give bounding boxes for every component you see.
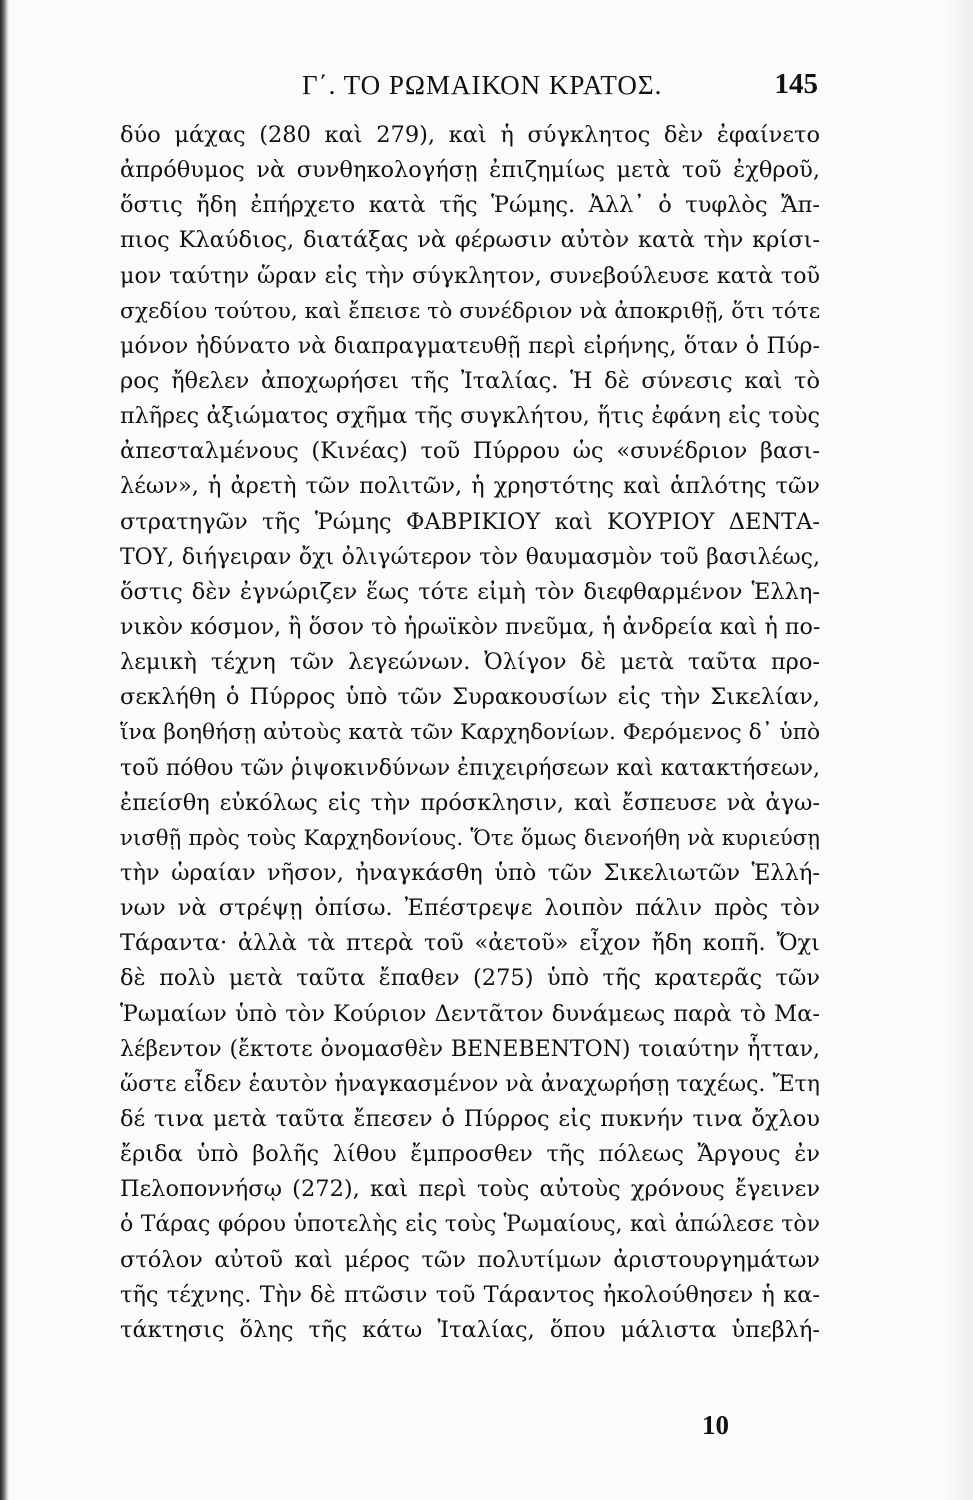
text-line: τὴν ὡραίαν νῆσον, ἠναγκάσθη ὑπὸ τῶν Σικελιωτῶν Ἑλλή- — [120, 859, 820, 886]
text-line: Ῥωμαίων ὑπὸ τὸν Κούριον Δεντᾶτον δυνάμεως παρὰ τὸ Μα- — [120, 1000, 820, 1027]
text-line: Πελοποννήσῳ (272), καὶ περὶ τοὺς αὐτοὺς χρόνους ἔγεινεν — [120, 1176, 820, 1203]
text-line: στρατηγῶν τῆς Ῥώμης ΦΑΒΡΙΚΙΟΥ καὶ ΚΟΥΡΙΟΥ ΔΕΝΤΑ- — [120, 508, 820, 535]
text-line: λεμικὴ τέχνη τῶν λεγεώνων. Ὀλίγον δὲ μετὰ ταῦτα προ- — [120, 649, 820, 676]
text-line: νων νὰ στρέψῃ ὀπίσω. Ἐπέστρεψε λοιπὸν πάλιν πρὸς τὸν — [120, 895, 820, 922]
text-line: δύο μάχας (280 καὶ 279), καὶ ἡ σύγκλητος δὲν ἐφαίνετο — [120, 122, 820, 148]
text-line: τάκτησις ὅλης τῆς κάτω Ἰταλίας, ὅπου μάλιστα ὑπεβλή- — [120, 1316, 820, 1343]
text-line: λέων», ἡ ἀρετὴ τῶν πολιτῶν, ἡ χρηστότης καὶ ἁπλότης τῶν — [120, 473, 820, 500]
text-line: Τάραντα· ἀλλὰ τὰ πτερὰ τοῦ «ἀετοῦ» εἶχον ἤδη κοπῆ. Ὄχι — [120, 930, 820, 957]
running-head: Γ΄. ΤΟ ΡΩΜΑΙΚΟΝ ΚΡΑΤΟΣ. — [302, 70, 663, 100]
text-line: τῆς τέχνης. Τὴν δὲ πτῶσιν τοῦ Τάραντος ἠκολούθησεν ἡ κα- — [120, 1281, 820, 1308]
text-line: δέ τινα μετὰ ταῦτα ἔπεσεν ὁ Πύρρος εἰς πυκνήν τινα ὄχλου — [120, 1105, 820, 1132]
body-text — [120, 118, 820, 1418]
text-line: μον ταύτην ὥραν εἰς τὴν σύγκλητον, συνεβούλευσε κατὰ τοῦ — [120, 262, 820, 289]
text-line: λέβεντον (ἔκτοτε ὀνομασθὲν ΒΕΝΕΒΕΝΤΟΝ) τοιαύτην ἧτταν, — [120, 1036, 820, 1062]
signature-mark: 10 — [702, 1410, 729, 1440]
text-line: ὅστις ἤδη ἐπήρχετο κατὰ τῆς Ῥώμης. Ἀλλ᾽ ὁ τυφλὸς Ἄπ- — [120, 192, 820, 219]
text-line: ἵνα βοηθήσῃ αὐτοὺς κατὰ τῶν Καρχηδονίων. Φερόμενος δ᾽ ὑπὸ — [120, 720, 820, 746]
text-line: ὅστις δὲν ἐγνώριζεν ἕως τότε εἰμὴ τὸν διεφθαρμένον Ἑλλη- — [120, 578, 820, 605]
text-line: νικὸν κόσμον, ἢ ὅσον τὸ ἡρωϊκὸν πνεῦμα, ἡ ἀνδρεία καὶ ἡ πο- — [120, 613, 820, 640]
text-line: τοῦ πόθου τῶν ῥιψοκινδύνων ἐπιχειρήσεων καὶ κατακτήσεων, — [120, 755, 820, 781]
text-line: σχεδίου τούτου, καὶ ἔπεισε τὸ συνέδριον νὰ ἀποκριθῇ, ὅτι τότε — [120, 298, 820, 324]
page-header — [120, 64, 818, 104]
text-line: πλῆρες ἀξιώματος σχῆμα τῆς συγκλήτου, ἥτις ἐφάνη εἰς τοὺς — [120, 403, 820, 430]
text-line: στόλον αὐτοῦ καὶ μέρος τῶν πολυτίμων ἀριστουργημάτων — [120, 1246, 820, 1273]
text-line: ὥστε εἶδεν ἑαυτὸν ἠναγκασμένον νὰ ἀναχωρήσῃ ταχέως. Ἔτη — [120, 1071, 820, 1097]
text-line: πιος Κλαύδιος, διατάξας νὰ φέρωσιν αὐτὸν κατὰ τὴν κρίσι- — [120, 227, 820, 254]
text-line: ΤΟΥ, διήγειραν ὄχι ὀλιγώτερον τὸν θαυμασμὸν τοῦ βασιλέως, — [120, 544, 820, 570]
text-line: ἀπρόθυμος νὰ συνθηκολογήσῃ ἐπιζημίως μετὰ τοῦ ἐχθροῦ, — [120, 157, 820, 184]
text-line: ρος ἤθελεν ἀποχωρήσει τῆς Ἰταλίας. Ἡ δὲ σύνεσις καὶ τὸ — [120, 367, 820, 394]
text-line: δὲ πολὺ μετὰ ταῦτα ἔπαθεν (275) ὑπὸ τῆς κρατερᾶς τῶν — [120, 965, 820, 992]
page-binding-edge — [0, 0, 9, 1500]
text-line: ὁ Τάρας φόρου ὑποτελὴς εἰς τοὺς Ῥωμαίους, καὶ ἀπώλεσε τὸν — [120, 1212, 820, 1238]
text-line: σεκλήθη ὁ Πύρρος ὑπὸ τῶν Συρακουσίων εἰς τὴν Σικελίαν, — [120, 684, 820, 711]
text-line: ἀπεσταλμένους (Κινέας) τοῦ Πύρρου ὡς «συνέδριον βασι- — [120, 438, 820, 465]
text-line: ἐπείσθη εὐκόλως εἰς τὴν πρόσκλησιν, καὶ ἔσπευσε νὰ ἀγω- — [120, 789, 820, 816]
text-line: μόνον ἠδύνατο νὰ διαπραγματευθῇ περὶ εἰρήνης, ὅταν ὁ Πύρ- — [120, 332, 820, 359]
text-line: νισθῇ πρὸς τοὺς Καρχηδονίους. Ὅτε ὅμως διενοήθη νὰ κυριεύσῃ — [120, 825, 820, 851]
page-shadow — [943, 0, 973, 1500]
page-number: 145 — [774, 68, 818, 100]
text-line: ἔριδα ὑπὸ βολῆς λίθου ἔμπροσθεν τῆς πόλεως Ἄργους ἐν — [120, 1141, 820, 1168]
